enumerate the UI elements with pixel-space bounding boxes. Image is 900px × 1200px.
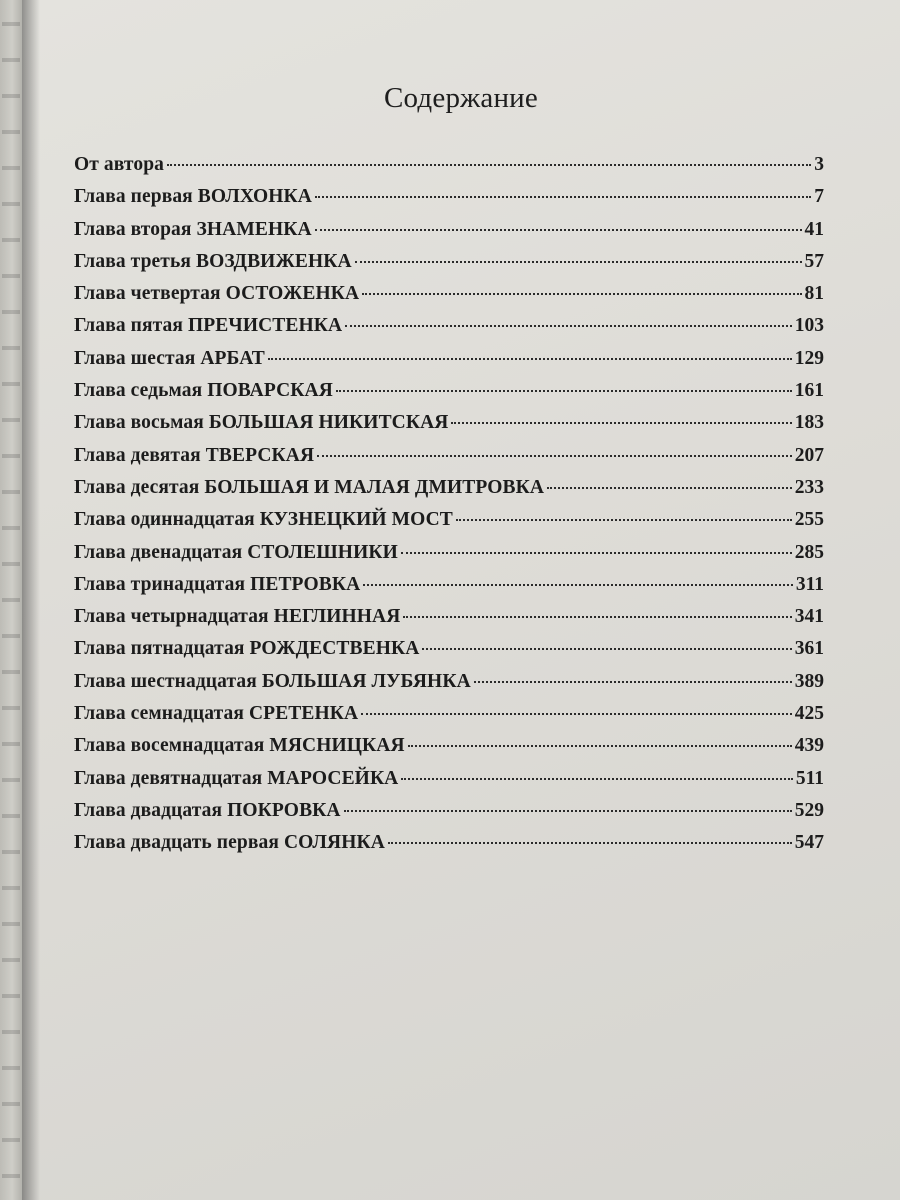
toc-entry-page-number: 439 <box>794 735 824 757</box>
facing-page-text-fragments <box>2 0 20 1200</box>
toc-entry-page-number: 425 <box>794 703 824 725</box>
toc-entry <box>74 509 824 541</box>
toc-entry-title: Глава тринадцатая ПЕТРОВКА <box>74 573 361 595</box>
toc-entry-title: Глава четвертая ОСТОЖЕНКА <box>74 283 360 305</box>
dot-leader <box>401 552 792 554</box>
toc-entry <box>74 315 824 347</box>
toc-entry <box>74 186 824 218</box>
toc-entry-page-number: 129 <box>794 347 824 369</box>
toc-entry <box>74 542 824 574</box>
toc-entry-page-number: 183 <box>794 412 824 434</box>
toc-entry <box>74 348 824 380</box>
toc-entry-title: Глава девятая ТВЕРСКАЯ <box>74 444 315 466</box>
toc-entry <box>74 283 824 315</box>
toc-entry <box>74 154 824 186</box>
toc-entry-page-number: 311 <box>795 573 824 595</box>
table-of-contents <box>74 154 824 865</box>
toc-entry <box>74 477 824 509</box>
toc-entry-title: Глава восемнадцатая МЯСНИЦКАЯ <box>74 735 405 757</box>
toc-entry-page-number: 511 <box>795 767 824 789</box>
toc-entry <box>74 219 824 251</box>
facing-page-edge <box>0 0 22 1200</box>
dot-leader <box>362 293 801 295</box>
toc-entry-title: Глава шестнадцатая БОЛЬШАЯ ЛУБЯНКА <box>74 670 471 692</box>
toc-entry-title: Глава двадцатая ПОКРОВКА <box>74 799 341 821</box>
toc-entry-title: Глава третья ВОЗДВИЖЕНКА <box>74 250 352 272</box>
dot-leader <box>317 455 792 457</box>
toc-entry-title: Глава шестая АРБАТ <box>74 347 265 369</box>
toc-entry <box>74 445 824 477</box>
dot-leader <box>363 584 793 586</box>
toc-entry <box>74 703 824 735</box>
toc-entry <box>74 638 824 670</box>
toc-entry-title: Глава седьмая ПОВАРСКАЯ <box>74 380 333 402</box>
dot-leader <box>403 616 791 618</box>
toc-entry-page-number: 233 <box>794 476 824 498</box>
toc-entry <box>74 574 824 606</box>
dot-leader <box>361 713 792 715</box>
toc-entry-page-number: 285 <box>794 541 824 563</box>
toc-entry-title: Глава девятнадцатая МАРОСЕЙКА <box>74 767 399 789</box>
toc-entry-page-number: 255 <box>794 509 824 531</box>
dot-leader <box>167 164 811 166</box>
toc-entry <box>74 768 824 800</box>
toc-entry-title: Глава двадцать первая СОЛЯНКА <box>74 832 385 854</box>
toc-entry-title: Глава десятая БОЛЬШАЯ И МАЛАЯ ДМИТРОВКА <box>74 476 545 498</box>
toc-entry-page-number: 161 <box>794 380 824 402</box>
dot-leader <box>388 842 792 844</box>
toc-entry <box>74 251 824 283</box>
book-page <box>22 0 900 1200</box>
toc-entry-title: Глава вторая ЗНАМЕНКА <box>74 218 312 240</box>
page-title: Содержание <box>384 82 538 114</box>
dot-leader <box>547 487 792 489</box>
toc-entry-page-number: 207 <box>794 444 824 466</box>
toc-entry-page-number: 57 <box>804 250 824 272</box>
dot-leader <box>344 810 792 812</box>
dot-leader <box>315 196 811 198</box>
toc-entry-title: Глава двенадцатая СТОЛЕШНИКИ <box>74 541 398 563</box>
toc-entry-title: От автора <box>74 154 164 175</box>
toc-entry-title: Глава семнадцатая СРЕТЕНКА <box>74 703 359 725</box>
toc-entry <box>74 380 824 412</box>
toc-entry-page-number: 361 <box>794 638 824 660</box>
toc-entry-page-number: 7 <box>814 186 824 208</box>
toc-entry-page-number: 81 <box>804 283 824 305</box>
dot-leader <box>355 261 802 263</box>
dot-leader <box>401 778 792 780</box>
toc-entry <box>74 735 824 767</box>
dot-leader <box>315 229 802 231</box>
toc-entry <box>74 832 824 864</box>
dot-leader <box>345 325 792 327</box>
dot-leader <box>451 422 791 424</box>
toc-entry <box>74 671 824 703</box>
dot-leader <box>422 648 791 650</box>
toc-entry-title: Глава пятнадцатая РОЖДЕСТВЕНКА <box>74 638 420 660</box>
toc-entry-title: Глава восьмая БОЛЬШАЯ НИКИТСКАЯ <box>74 412 449 434</box>
toc-entry-page-number: 3 <box>814 154 824 175</box>
dot-leader <box>408 745 792 747</box>
dot-leader <box>474 681 792 683</box>
book-gutter-shadow <box>22 0 40 1200</box>
toc-entry-page-number: 389 <box>794 670 824 692</box>
toc-entry-page-number: 547 <box>794 832 824 854</box>
toc-entry-page-number: 103 <box>794 315 824 337</box>
toc-entry-title: Глава пятая ПРЕЧИСТЕНКА <box>74 315 343 337</box>
dot-leader <box>456 519 792 521</box>
toc-entry-page-number: 341 <box>794 606 824 628</box>
toc-entry-page-number: 41 <box>804 218 824 240</box>
toc-entry <box>74 800 824 832</box>
toc-entry <box>74 606 824 638</box>
toc-entry-title: Глава четырнадцатая НЕГЛИННАЯ <box>74 606 401 628</box>
toc-entry-title: Глава первая ВОЛХОНКА <box>74 186 312 208</box>
toc-entry <box>74 412 824 444</box>
dot-leader <box>268 358 792 360</box>
toc-entry-page-number: 529 <box>794 799 824 821</box>
dot-leader <box>336 390 792 392</box>
toc-entry-title: Глава одиннадцатая КУЗНЕЦКИЙ МОСТ <box>74 509 453 531</box>
